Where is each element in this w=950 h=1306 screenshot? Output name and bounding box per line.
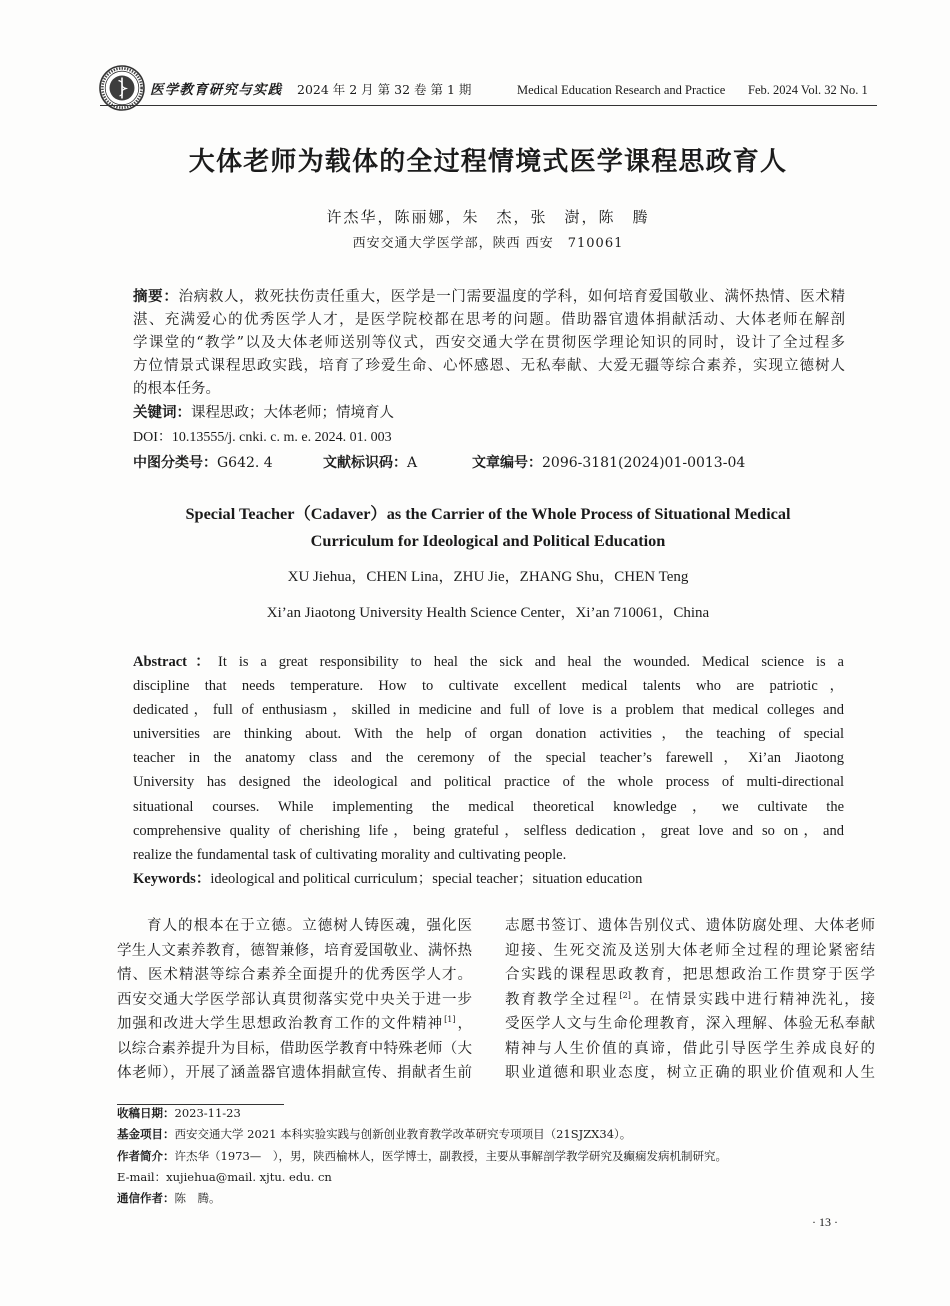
abstract-en-line: universities are thinking about. With the help of organ donation activities，the teaching of special bbox=[133, 726, 844, 743]
body-line: 合实践的课程思政教育，把思想政治工作贯穿于医学 bbox=[505, 967, 875, 983]
keywords-en-label: Keywords： bbox=[133, 870, 211, 887]
journal-name-en: Medical Education Research and Practice bbox=[517, 83, 726, 97]
footnote-text: 西安交通大学 2021 本科实验实践与创新创业教育教学改革研究专项项目（21SJZX34）。 bbox=[174, 1127, 632, 1142]
clc-label: 中图分类号： bbox=[133, 455, 217, 471]
footnote-label: E-mail： bbox=[117, 1169, 167, 1184]
abstract-en-label: Abstract： bbox=[133, 654, 219, 670]
abstract-cn-text: 治病救人，救死扶伤责任重大，医学是一门需要温度的学科，如何培育爱国敬业、满怀热情、医术精 bbox=[178, 288, 846, 305]
footnote-text: xujiehua@mail. xjtu. edu. cn bbox=[166, 1169, 332, 1184]
abstract-en-line: dedicated，full of enthusiasm，skilled in medicine and full of love is a problem that medical colleges and bbox=[133, 702, 844, 719]
body-column-right bbox=[505, 914, 875, 1086]
title-en-line: Special Teacher（Cadaver）as the Carrier of the Whole Process of Situational Medical bbox=[185, 504, 791, 523]
abstract-cn bbox=[133, 286, 845, 425]
clc-value: G642. 4 bbox=[217, 455, 273, 471]
body-line: 以综合素养提升为目标，借助医学教育中特殊老师（大 bbox=[117, 1040, 472, 1057]
clc-number bbox=[133, 453, 273, 473]
abstract-en-line: teacher in the anatomy class and the ceremony of the special teacher’s farewell，Xi’an Jiaotong bbox=[133, 750, 844, 767]
document-code bbox=[323, 453, 417, 473]
footnote-text: 2023-11-23 bbox=[174, 1106, 241, 1120]
body-line: 志愿书签订、遗体告别仪式、遗体防腐处理、大体老师 bbox=[505, 918, 875, 934]
doi bbox=[133, 428, 392, 448]
issue-info-en: Feb. 2024 Vol. 32 No. 1 bbox=[748, 83, 868, 97]
header-rule bbox=[100, 105, 877, 106]
footnote-received bbox=[117, 1103, 727, 1124]
footnote-text: 陈 腾。 bbox=[174, 1191, 221, 1206]
abstract-cn-line: 方位情景式课程思政实践，培育了珍爱生命、心怀感恩、无私奉献、大爱无疆等综合素养，实现立德树人 bbox=[133, 358, 845, 375]
footnote-label: 通信作者： bbox=[117, 1191, 175, 1206]
authors-cn: 许杰华，陈丽娜，朱 杰，张 澍，陈 腾 bbox=[326, 208, 650, 226]
authors-en: XU Jiehua，CHEN Lina，ZHU Jie，ZHANG Shu，CHEN Teng bbox=[287, 569, 689, 585]
body-text: ， bbox=[456, 1016, 472, 1032]
abstract-cn-line: 湛、充满爱心的优秀医学人才，是医学院校都在思考的问题。借助器官遗体捐献活动、大体老师在解剖 bbox=[133, 311, 845, 328]
body-text: 加强和改进大学生思想政治教育工作的文件精神 bbox=[117, 1016, 444, 1032]
footnotes bbox=[117, 1103, 727, 1209]
keywords-cn-label: 关键词： bbox=[133, 404, 191, 421]
body-line: 体老师），开展了涵盖器官遗体捐献宣传、捐献者生前 bbox=[117, 1065, 472, 1081]
article-number-value: 2096-3181(2024)01-0013-04 bbox=[542, 455, 746, 471]
title-en-line: Curriculum for Ideological and Political Education bbox=[310, 531, 666, 550]
keywords-en-text: ideological and political curriculum；special teacher；situation education bbox=[210, 870, 643, 887]
keywords-cn-text: 课程思政；大体老师；情境育人 bbox=[191, 404, 394, 421]
body-line bbox=[505, 988, 875, 1013]
document-code-label: 文献标识码： bbox=[323, 455, 407, 471]
body-text: 。在情景实践中进行精神洗礼，接 bbox=[631, 991, 876, 1008]
body-column-left bbox=[117, 914, 472, 1086]
footnote-label: 作者简介： bbox=[117, 1148, 175, 1163]
page-title-cn: 大体老师为载体的全过程情境式医学课程思政育人 bbox=[188, 147, 788, 177]
article-number bbox=[472, 453, 745, 473]
keywords-en bbox=[133, 867, 844, 891]
abstract-cn-line: 学课堂的“教学”以及大体老师送别等仪式，西安交通大学在贯彻医学理论知识的同时，设计了全过程多 bbox=[133, 334, 845, 351]
footnote-corresponding bbox=[117, 1188, 727, 1209]
citation-ref: [2] bbox=[619, 990, 631, 1000]
abstract-en-line: comprehensive quality of cherishing life，being grateful，selfless dedication，great love and so on，and bbox=[133, 822, 844, 839]
issue-info-cn: 2024 年 2 月 第 32 卷 第 1 期 bbox=[297, 82, 472, 97]
affiliation-en: Xi’an Jiaotong University Health Science Center，Xi’an 710061，China bbox=[266, 605, 710, 621]
body-line: 迎接、生死交流及送别大体老师全过程的理论紧密结 bbox=[505, 942, 875, 959]
abstract-en-line: situational courses. While implementing the medical theoretical knowledge，we cultivate the bbox=[133, 798, 844, 815]
body-line bbox=[117, 1012, 472, 1037]
doi-label: DOI： bbox=[133, 430, 172, 445]
abstract-en-line: discipline that needs temperature. How to cultivate excellent medical talents who are patriotic， bbox=[133, 678, 844, 695]
page-title-en bbox=[0, 500, 950, 554]
footnote-author-bio bbox=[117, 1146, 727, 1167]
body-line: 学生人文素养教育，德智兼修，培育爱国敬业、满怀热 bbox=[117, 942, 472, 959]
footnote-label: 基金项目： bbox=[117, 1127, 175, 1142]
abstract-cn-label: 摘要： bbox=[133, 288, 179, 305]
abstract-cn-line: 的根本任务。 bbox=[133, 381, 220, 398]
footnote-email bbox=[117, 1167, 727, 1188]
abstract-en bbox=[133, 650, 844, 891]
abstract-en-line: realize the fundamental task of cultivating morality and cultivating people. bbox=[133, 846, 567, 863]
doi-value: 10.13555/j. cnki. c. m. e. 2024. 01. 003 bbox=[171, 430, 392, 445]
body-text: 教育教学全过程 bbox=[505, 991, 619, 1008]
footnote-label: 收稿日期： bbox=[117, 1106, 175, 1120]
article-number-label: 文章编号： bbox=[472, 455, 542, 471]
body-line: 育人的根本在于立德。立德树人铸医魂，强化医 bbox=[147, 918, 472, 934]
body-line: 职业道德和职业态度，树立正确的职业价值观和人生 bbox=[505, 1065, 875, 1081]
abstract-en-line bbox=[133, 650, 844, 674]
page-number: · 13 · bbox=[812, 1215, 838, 1229]
footnote-funding bbox=[117, 1124, 727, 1145]
keywords-cn bbox=[133, 402, 845, 425]
abstract-cn-line bbox=[133, 286, 845, 309]
citation-ref: [1] bbox=[444, 1015, 456, 1024]
body-line: 西安交通大学医学部认真贯彻落实党中央关于进一步 bbox=[117, 991, 472, 1008]
journal-name-cn: 医学教育研究与实践 bbox=[150, 82, 283, 98]
abstract-en-text: It is a great responsibility to heal the sick and heal the wounded. Medical science is a bbox=[218, 654, 844, 670]
document-code-value: A bbox=[407, 455, 418, 471]
body-line: 受医学人文与生命伦理教育，深入理解、体验无私奉献 bbox=[505, 1016, 875, 1032]
body-line: 情、医术精湛等综合素养全面提升的优秀医学人才。 bbox=[117, 967, 472, 983]
body-line: 精神与人生价值的真谛，借此引导医学生养成良好的 bbox=[505, 1040, 875, 1057]
footnote-text: 许杰华（1973— ），男，陕西榆林人，医学博士，副教授，主要从事解剖学教学研究及癫痫发病机制研究。 bbox=[174, 1148, 728, 1163]
affiliation-cn: 西安交通大学医学部，陕西 西安 710061 bbox=[352, 236, 624, 251]
abstract-en-line: University has designed the ideological and political practice of the whole process of multi-directional bbox=[133, 774, 844, 791]
